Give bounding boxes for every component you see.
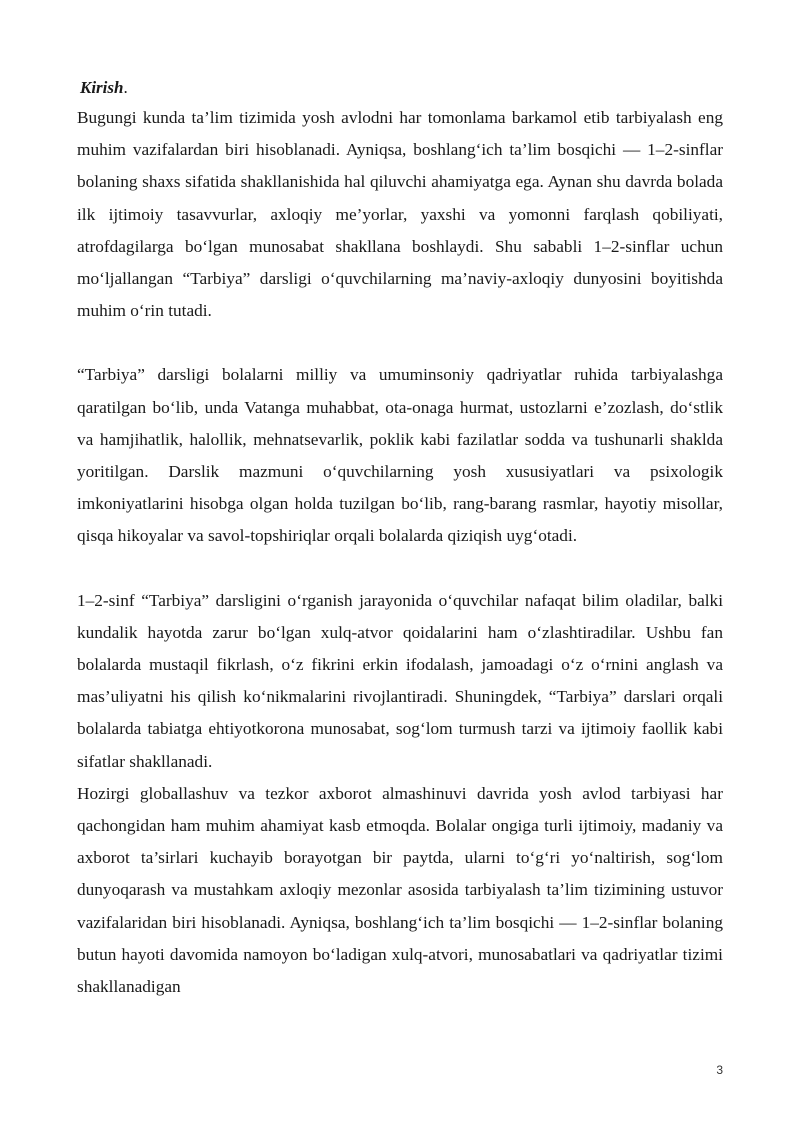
section-heading-punct: . — [123, 78, 128, 97]
page-content — [77, 74, 723, 1003]
page-number: 3 — [716, 1063, 723, 1077]
paragraph-2: “Tarbiya” darsligi bolalarni milliy va umuminsoniy qadriyatlar ruhida tarbiyalashga qaratilgan bo‘lib, unda Vatanga muhabbat, ota-onaga hurmat, ustozlarni e’zozlash, do‘stlik va hamjihatlik, halollik, mehnatsevarlik, poklik kabi fazilatlar sodda va tushunarli shaklda yoritilgan. Darslik mazmuni o‘quvchilarning yosh xususiyatlari va psixologik imkoniyatlarini hisobga olgan holda tuzilgan bo‘lib, rang-barang rasmlar, hayotiy misollar, qisqa hikoyalar va savol-topshiriqlar orqali bolalarda qiziqish uyg‘otadi. — [77, 365, 723, 546]
section-heading — [77, 74, 723, 102]
paragraph-1: Bugungi kunda ta’lim tizimida yosh avlodni har tomonlama barkamol etib tarbiyalash eng muhim vazifalardan biri hisoblanadi. Ayniqsa, boshlang‘ich ta’lim bosqichi — 1–2-sinflar bolaning shaxs sifatida shakllanishida hal qiluvchi ahamiyatga ega. Aynan shu davrda bolada ilk ijtimoiy tasavvurlar, axloqiy me’yorlar, yaxshi va yomonni farqlash qobiliyati, atrofdagilarga bo‘lgan munosabat shakllana boshlaydi. Shu sababli 1–2-sinflar uchun mo‘ljallangan “Tarbiya” darsligi o‘quvchilarning ma’naviy-axloqiy dunyosini boyitishda muhim o‘rin tutadi. — [77, 108, 723, 321]
section-heading-title: Kirish — [80, 78, 124, 97]
paragraph-3: 1–2-sinf “Tarbiya” darsligini o‘rganish jarayonida o‘quvchilar nafaqat bilim oladilar, balki kundalik hayotda zarur bo‘lgan xulq-atvor qoidalarini ham o‘zlashtiradilar. Ushbu fan bolalarda mustaqil fikrlash, o‘z fikrini erkin ifodalash, jamoadagi o‘z o‘rnini anglash va mas’uliyatni his qilish ko‘nikmalarini rivojlantiradi. Shuningdek, “Tarbiya” darslari orqali bolalarda tabiatga ehtiyotkorona munosabat, sog‘lom turmush tarzi va ijtimoiy faollik kabi sifatlar shakllanadi. — [77, 590, 723, 771]
paragraph-4: Hozirgi globallashuv va tezkor axborot almashinuvi davrida yosh avlod tarbiyasi har qachongidan ham muhim ahamiyat kasb etmoqda. Bolalar ongiga turli ijtimoiy, madaniy va axborot ta’sirlari kuchayib borayotgan bir paytda, ularni to‘g‘ri yo‘naltirish, sog‘lom dunyoqarash va mustahkam axloqiy mezonlar asosida tarbiyalash ta’lim tizimining ustuvor vazifalaridan biri hisoblanadi. Ayniqsa, boshlang‘ich ta’lim bosqichi — 1–2-sinflar bolaning butun hayoti davomida namoyon bo‘ladigan xulq-atvori, munosabatlari va qadriyatlar tizimi shakllanadigan — [77, 783, 723, 997]
paragraph-spacer — [77, 553, 723, 585]
paragraph-spacer — [77, 327, 723, 359]
